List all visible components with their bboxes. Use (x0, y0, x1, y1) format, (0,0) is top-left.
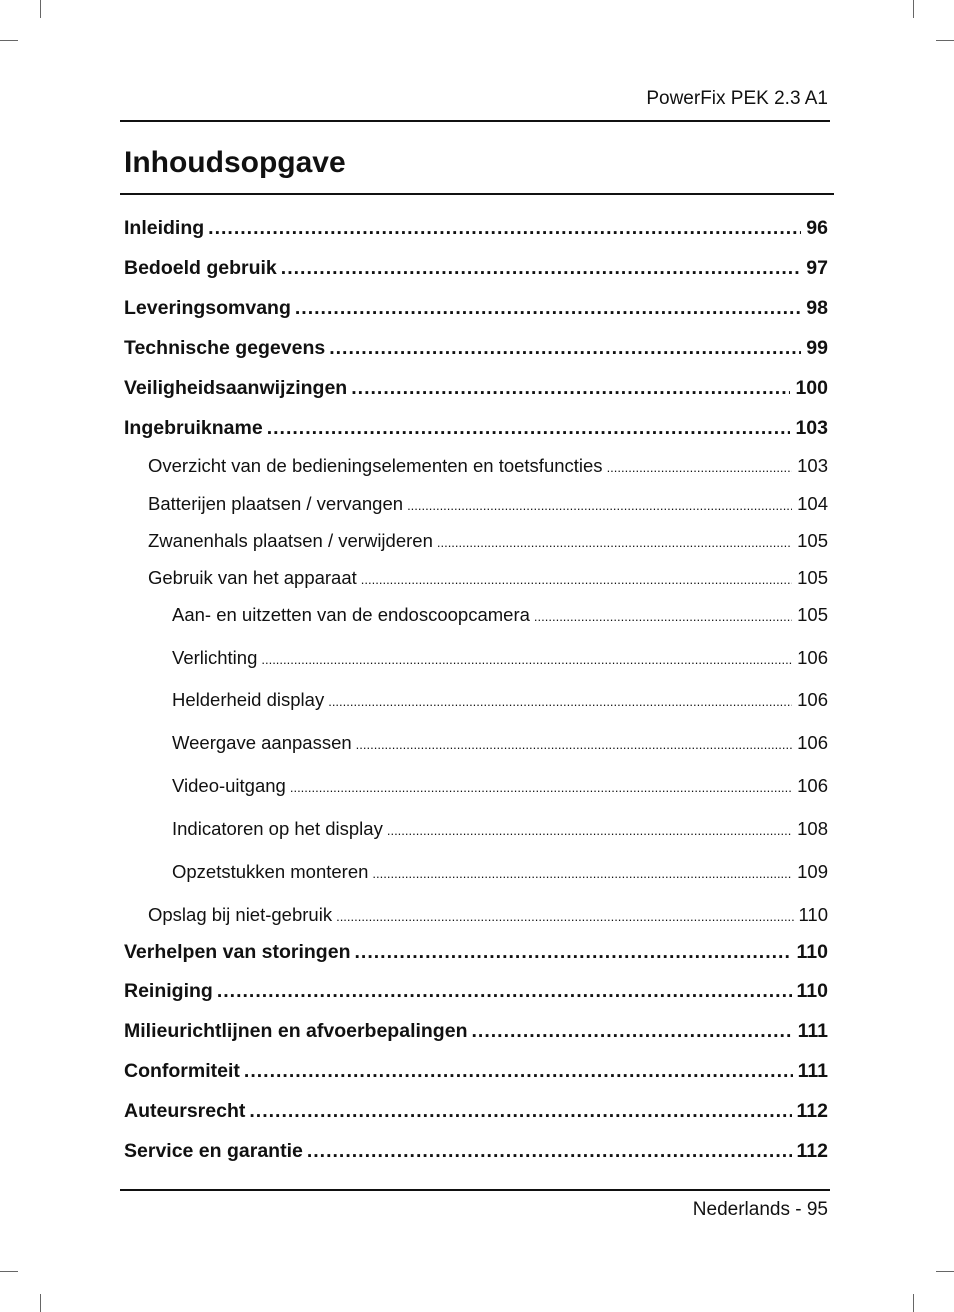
crop-mark (913, 1294, 914, 1312)
toc-entry[interactable] (148, 904, 828, 926)
page-footer: Nederlands - 95 (692, 1199, 828, 1220)
crop-mark (40, 0, 41, 18)
toc-entry-label: Indicatoren op het display (172, 818, 383, 839)
toc-entry-page: 104 (797, 493, 828, 514)
toc-leader-dots (372, 866, 792, 881)
toc-entry-label: Conformiteit (124, 1060, 240, 1082)
toc-leader-dots (354, 941, 791, 964)
header-rule (120, 120, 830, 122)
toc-entry-page: 96 (806, 217, 828, 239)
toc-entry[interactable] (172, 647, 828, 669)
crop-mark (40, 1294, 41, 1312)
toc-entry-label: Reiniging (124, 980, 213, 1002)
toc-entry-page: 111 (797, 1060, 828, 1082)
toc-leader-dots (437, 535, 792, 550)
toc-entry-page: 108 (797, 818, 828, 839)
toc-entry-page: 106 (797, 775, 828, 796)
toc-leader-dots (471, 1020, 792, 1043)
toc-entry-page: 110 (798, 904, 828, 925)
crop-mark (936, 1271, 954, 1272)
toc-entry-label: Ingebruikname (124, 417, 263, 439)
toc-entry-page: 111 (797, 1020, 828, 1042)
toc-entry-label: Gebruik van het apparaat (148, 567, 357, 588)
toc-entry[interactable] (124, 337, 828, 360)
toc-leader-dots (407, 498, 792, 513)
toc-leader-dots (336, 909, 793, 924)
toc-leader-dots (361, 572, 792, 587)
toc-leader-dots (328, 694, 792, 709)
toc-entry-page: 106 (797, 647, 828, 668)
crop-mark (0, 1271, 18, 1272)
toc-entry[interactable] (172, 861, 828, 883)
toc-entry[interactable] (124, 297, 828, 320)
toc-entry-page: 99 (806, 337, 828, 359)
toc-entry-label: Verhelpen van storingen (124, 941, 351, 963)
toc-entry-page: 103 (795, 417, 828, 439)
toc-entry-page: 105 (797, 530, 828, 551)
toc-leader-dots (387, 823, 792, 838)
toc-leader-dots (534, 609, 792, 624)
toc-entry-label: Verlichting (172, 647, 258, 668)
toc-entry[interactable] (148, 530, 828, 552)
toc-entry-label: Opslag bij niet-gebruik (148, 904, 333, 925)
crop-mark (0, 40, 18, 41)
toc-leader-dots (244, 1060, 793, 1083)
toc-entry-label: Inleiding (124, 217, 205, 239)
toc-entry[interactable] (124, 941, 828, 964)
toc-entry-label: Helderheid display (172, 689, 325, 710)
toc-entry-page: 109 (797, 861, 828, 882)
toc-entry-page: 112 (796, 1140, 828, 1162)
toc-entry[interactable] (124, 217, 828, 240)
toc-leader-dots (307, 1140, 792, 1163)
toc-entry-page: 105 (797, 567, 828, 588)
toc-entry-page: 112 (796, 1100, 828, 1122)
toc-entry[interactable] (172, 818, 828, 840)
toc-entry-label: Technische gegevens (124, 337, 326, 359)
toc-leader-dots (329, 337, 801, 360)
toc-entry-label: Video-uitgang (172, 775, 286, 796)
toc-entry[interactable] (172, 689, 828, 711)
toc-entry-page: 106 (797, 732, 828, 753)
toc-leader-dots (217, 980, 792, 1003)
toc-leader-dots (290, 780, 792, 795)
toc-entry-label: Auteursrecht (124, 1100, 246, 1122)
toc-entry-page: 98 (806, 297, 828, 319)
toc-leader-dots (267, 417, 791, 440)
toc-entry-label: Aan- en uitzetten van de endoscoopcamera (172, 604, 530, 625)
footer-rule (120, 1189, 830, 1191)
toc-entry[interactable] (124, 980, 828, 1003)
crop-mark (913, 0, 914, 18)
toc-entry-label: Opzetstukken monteren (172, 861, 369, 882)
toc-leader-dots (351, 377, 790, 400)
toc-entry-label: Weergave aanpassen (172, 732, 352, 753)
toc-leader-dots (208, 217, 801, 240)
toc-leader-dots (281, 257, 802, 280)
toc-entry[interactable] (148, 455, 828, 477)
toc-leader-dots (249, 1100, 791, 1123)
toc-leader-dots (607, 460, 793, 475)
toc-entry-page: 105 (797, 604, 828, 625)
toc-entry-page: 103 (797, 455, 828, 476)
toc-entry-page: 106 (797, 689, 828, 710)
running-header: PowerFix PEK 2.3 A1 (646, 88, 828, 109)
toc-entry-label: Zwanenhals plaatsen / verwijderen (148, 530, 433, 551)
toc-entry[interactable] (124, 1140, 828, 1163)
toc-entry[interactable] (124, 1020, 828, 1043)
crop-mark (936, 40, 954, 41)
toc-entry-label: Bedoeld gebruik (124, 257, 277, 279)
toc-entry[interactable] (172, 732, 828, 754)
toc-entry-label: Service en garantie (124, 1140, 303, 1162)
toc-leader-dots (261, 652, 792, 667)
toc-leader-dots (356, 737, 792, 752)
toc-entry[interactable] (148, 493, 828, 515)
page-title: Inhoudsopgave (124, 146, 346, 179)
toc-entry-page: 97 (806, 257, 828, 279)
toc-entry-label: Milieurichtlijnen en afvoerbepalingen (124, 1020, 468, 1042)
toc-entry-page: 110 (796, 980, 828, 1002)
toc-entry[interactable] (124, 1060, 828, 1083)
toc-entry[interactable] (124, 1100, 828, 1123)
toc-entry-label: Leveringsomvang (124, 297, 291, 319)
toc-entry[interactable] (124, 417, 828, 440)
toc-entry-page: 110 (796, 941, 828, 963)
toc-entry[interactable] (172, 775, 828, 797)
toc-entry[interactable] (172, 604, 828, 626)
toc-entry-page: 100 (795, 377, 828, 399)
toc-entry[interactable] (124, 377, 828, 400)
toc-entry-label: Veiligheidsaanwijzingen (124, 377, 348, 399)
toc-entry[interactable] (148, 567, 828, 589)
toc-entry[interactable] (124, 257, 828, 280)
toc-entry-label: Overzicht van de bedieningselementen en toetsfuncties (148, 455, 603, 476)
title-rule (120, 193, 834, 195)
toc-entry-label: Batterijen plaatsen / vervangen (148, 493, 404, 514)
toc-leader-dots (295, 297, 801, 320)
